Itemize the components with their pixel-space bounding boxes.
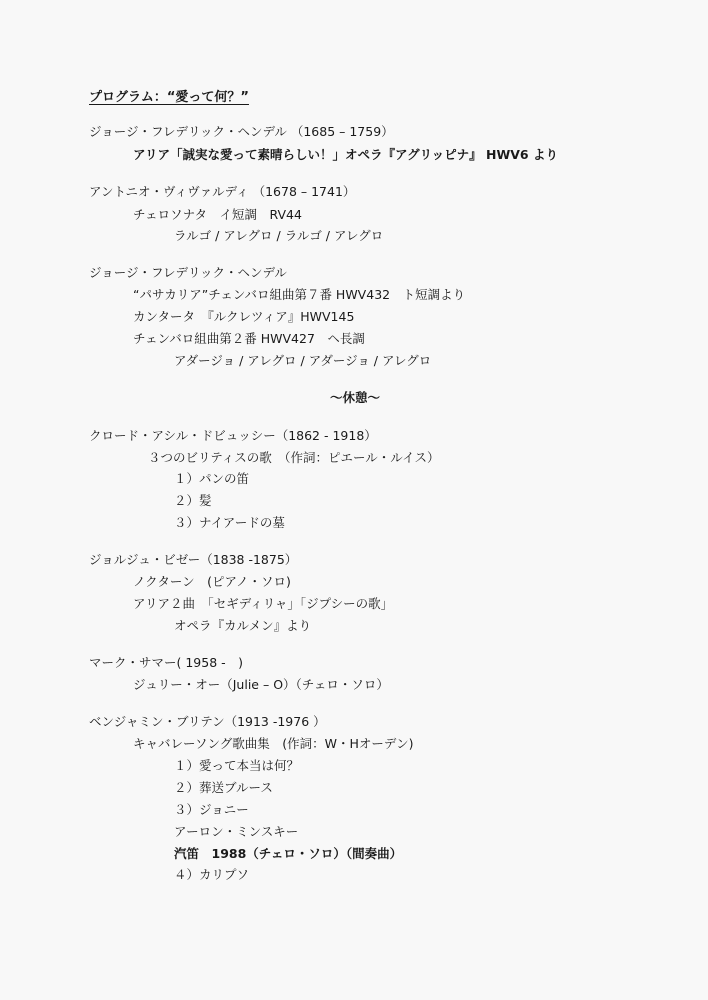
work-line: チェロソナタ イ短調 RV44	[133, 207, 302, 222]
work-line: カンタータ 『ルクレツィア』HWV145	[133, 309, 355, 324]
song-item: ３）ジョニー	[174, 802, 249, 817]
work-line: ノクターン (ピアノ・ソロ)	[133, 574, 291, 589]
intermission: ～休憩～	[330, 390, 381, 405]
song-item: １）パンの笛	[174, 471, 250, 486]
work-line: キャバレーソング歌曲集 (作詞：W・Hオーデン)	[133, 736, 414, 751]
composer-debussy: クロード・アシル・ドビュッシー（1862 - 1918）	[89, 428, 377, 443]
composer-britten: ベンジャミン・ブリテン（1913 -1976 ）	[89, 714, 326, 729]
work-line: ジュリー・オー（Julie – O）（チェロ・ソロ）	[133, 677, 389, 692]
work-line: アリア「誠実な愛って素晴らしい！」オペラ『アグリッピナ』 HWV6 より	[133, 147, 558, 162]
work-line: チェンバロ組曲第２番 HWV427 ヘ長調	[133, 331, 365, 346]
song-item: ２）葬送ブルース	[174, 780, 273, 795]
song-item: ２）髪	[174, 493, 212, 508]
composer-handel-2: ジョージ・フレデリック・ヘンデル	[89, 265, 287, 280]
composer-handel: ジョージ・フレデリック・ヘンデル （1685 – 1759）	[89, 124, 394, 139]
composer-bizet: ジョルジュ・ビゼー（1838 -1875）	[89, 552, 298, 567]
song-item: １）愛って本当は何？	[174, 758, 300, 773]
composer-vivaldi: アントニオ・ヴィヴァルディ （1678 – 1741）	[89, 184, 356, 199]
work-line: “パサカリア”チェンバロ組曲第７番 HWV432 ト短調より	[133, 287, 466, 302]
composer-minsky: アーロン・ミンスキー	[174, 824, 299, 839]
song-item: ３）ナイアードの墓	[174, 515, 285, 530]
work-line: アリア２曲 「セギディリャ」「ジプシーの歌」	[133, 596, 394, 611]
composer-summer: マーク・サマー( 1958 - )	[89, 655, 244, 670]
movement-line: アダージョ / アレグロ / アダージョ / アレグロ	[174, 353, 432, 368]
program-title: プログラム：“愛って何？”	[89, 90, 249, 105]
work-line: 汽笛 1988（チェロ・ソロ）（間奏曲）	[174, 846, 403, 861]
movement-line: ラルゴ / アレグロ / ラルゴ / アレグロ	[174, 228, 384, 243]
work-line: ３つのビリティスの歌 （作詞：ピエール・ルイス）	[148, 450, 440, 465]
work-line: オペラ『カルメン』より	[174, 618, 312, 633]
song-item: ４）カリプソ	[174, 867, 250, 882]
